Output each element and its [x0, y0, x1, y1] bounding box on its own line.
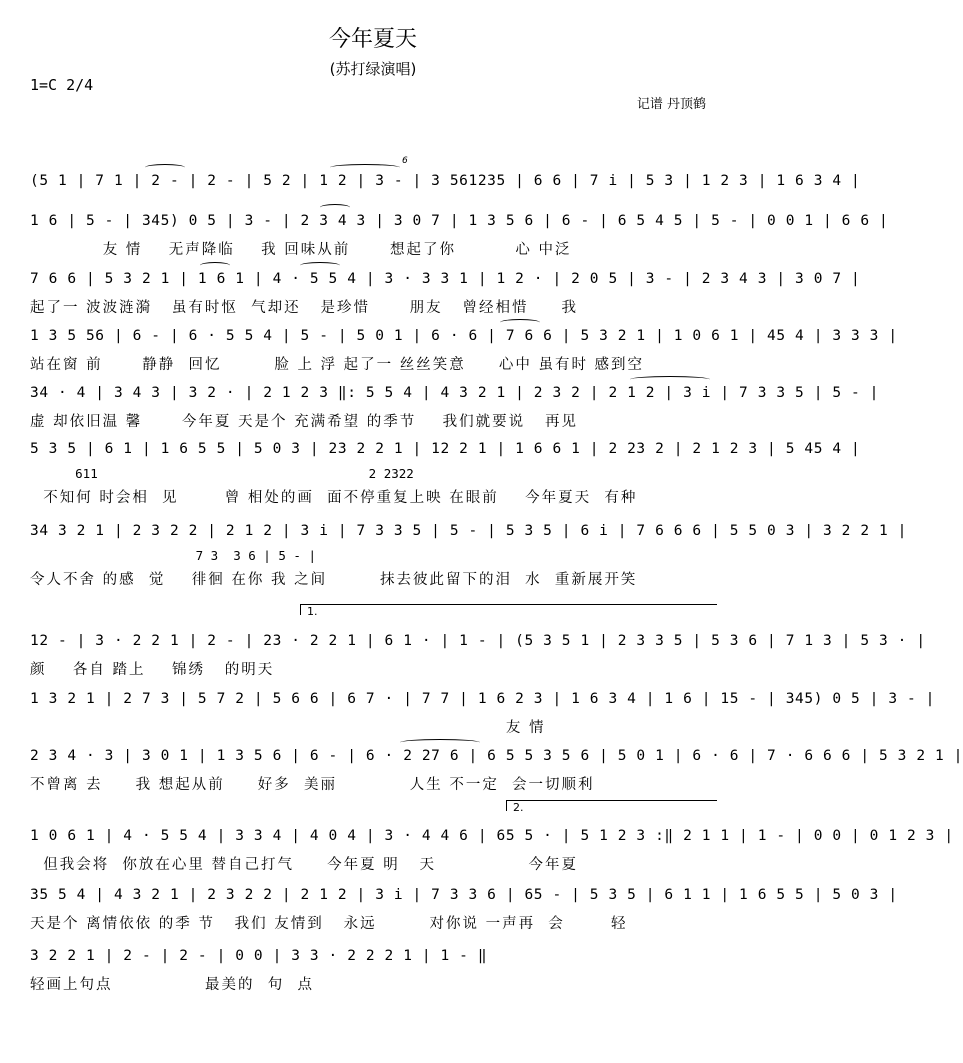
notation-line: 1 3 2 1 | 2 7 3 | 5 7 2 | 5 6 6 | 6 7 · | 7 7 | 1 6 2 3 | 1 6 3 4 | 1 6 | 15 - | 345) 0 5 | 3 - | — [30, 691, 935, 707]
lyric-line: 令人不舍 的感 觉 徘徊 在你 我 之间 抹去彼此留下的泪 水 重新展开笑 — [30, 572, 638, 588]
triplet-mark: 6 — [402, 156, 408, 166]
notation-line: 35 5 4 | 4 3 2 1 | 2 3 2 2 | 2 1 2 | 3 i | 7 3 3 6 | 65 - | 5 3 5 | 6 1 1 | 1 6 5 5 | 5 0 3 | — [30, 887, 898, 903]
lyric-line: 颜 各自 踏上 锦绣 的明天 — [30, 662, 275, 678]
notation-line: (5 1 | 7 1 | 2 - | 2 - | 5 2 | 1 2 | 3 - | 3 561235 | 6 6 | 7 i | 5 3 | 1 2 3 | 1 6 3 4 | — [30, 173, 861, 189]
notation-line: 7 6 6 | 5 3 2 1 | 1 6 1 | 4 · 5 5 4 | 3 · 3 3 1 | 1 2 · | 2 0 5 | 3 - | 2 3 4 3 | 3 0 7 | — [30, 271, 861, 287]
key-signature: 1=C 2/4 — [30, 76, 94, 94]
notation-line: 1 0 6 1 | 4 · 5 5 4 | 3 3 4 | 4 0 4 | 3 · 4 4 6 | 65 5 · | 5 1 2 3 :‖ 2 1 1 | 1 - | 0 0 | 0 1 2 3 | — [30, 828, 954, 844]
slur-mark — [320, 204, 350, 211]
lyric-line: 但我会将 你放在心里 替自己打气 今年夏 明 天 今年夏 — [30, 857, 579, 873]
slur-mark — [500, 319, 540, 326]
notation-line: 5 3 5 | 6 1 | 1 6 5 5 | 5 0 3 | 23 2 2 1 | 12 2 1 | 1 6 6 1 | 2 23 2 | 2 1 2 3 | 5 45 4 | — [30, 441, 861, 457]
lyric-line: 友 情 无声降临 我 回味从前 想起了你 心 中泛 — [30, 242, 572, 258]
notation-line: 34 · 4 | 3 4 3 | 3 2 · | 2 1 2 3 ‖: 5 5 4 | 4 3 2 1 | 2 3 2 | 2 1 2 | 3 i | 7 3 3 5 | 5 - | — [30, 385, 880, 401]
second-ending-bracket — [506, 800, 717, 814]
lyric-line: 虚 却依旧温 馨 今年夏 天是个 充满希望 的季节 我们就要说 再见 — [30, 414, 578, 430]
slur-mark — [145, 164, 185, 171]
alternate-notation: 7 3 3 6 | 5 - | — [30, 548, 316, 563]
notation-line: 1 6 | 5 - | 345) 0 5 | 3 - | 2 3 4 3 | 3 0 7 | 1 3 5 6 | 6 - | 6 5 4 5 | 5 - | 0 0 1 | 6 6 | — [30, 213, 889, 229]
lyric-line: 站在窗 前 静静 回忆 脸 上 浮 起了一 丝丝笑意 心中 虽有时 感到空 — [30, 357, 645, 373]
first-ending-bracket — [300, 604, 717, 618]
slur-mark — [300, 262, 340, 269]
slur-mark — [330, 164, 400, 171]
notation-line: 34 3 2 1 | 2 3 2 2 | 2 1 2 | 3 i | 7 3 3 5 | 5 - | 5 3 5 | 6 i | 7 6 6 6 | 5 5 0 3 | 3 2 2 1 | — [30, 523, 907, 539]
notation-line: 3 2 2 1 | 2 - | 2 - | 0 0 | 3 3 · 2 2 2 1 | 1 - ‖ — [30, 948, 488, 964]
notation-line: 2 3 4 · 3 | 3 0 1 | 1 3 5 6 | 6 - | 6 · 2 27 6 | 6 5 5 3 5 6 | 5 0 1 | 6 · 6 | 7 · 6 6 6 | 5 3 2 1 | — [30, 748, 963, 764]
song-title: 今年夏天 — [328, 27, 417, 52]
slur-mark — [630, 376, 710, 383]
lyric-line: 不知何 时会相 见 曾 相处的画 面不停重复上映 在眼前 今年夏天 有种 — [30, 490, 638, 506]
song-subtitle: (苏打绿演唱) — [329, 60, 417, 78]
lyric-line: 起了一 波波涟漪 虽有时怄 气却还 是珍惜 朋友 曾经相惜 我 — [30, 300, 579, 316]
lyric-line: 不曾离 去 我 想起从前 好多 美丽 人生 不一定 会一切顺利 — [30, 777, 595, 793]
lyric-line: 天是个 离情依依 的季 节 我们 友情到 永远 对你说 一声再 会 轻 — [30, 916, 628, 932]
transcriber-credit: 记谱 丹顶鹤 — [636, 97, 706, 112]
volta-label: 2. — [513, 801, 524, 814]
notation-line: 12 - | 3 · 2 2 1 | 2 - | 23 · 2 2 1 | 6 1 · | 1 - | (5 3 5 1 | 2 3 3 5 | 5 3 6 | 7 1 3 | 5 3 · | — [30, 633, 926, 649]
notation-line: 1 3 5 56 | 6 - | 6 · 5 5 4 | 5 - | 5 0 1 | 6 · 6 | 7 6 6 | 5 3 2 1 | 1 0 6 1 | 45 4 | 3 3 3 | — [30, 328, 898, 344]
slur-mark — [400, 739, 480, 746]
slur-mark — [200, 262, 230, 269]
lyric-line: 轻画上句点 最美的 句 点 — [30, 977, 314, 993]
volta-label: 1. — [307, 605, 318, 618]
alternate-notation: 611 2 2322 — [30, 466, 414, 481]
lyric-line: 友 情 — [30, 720, 546, 736]
